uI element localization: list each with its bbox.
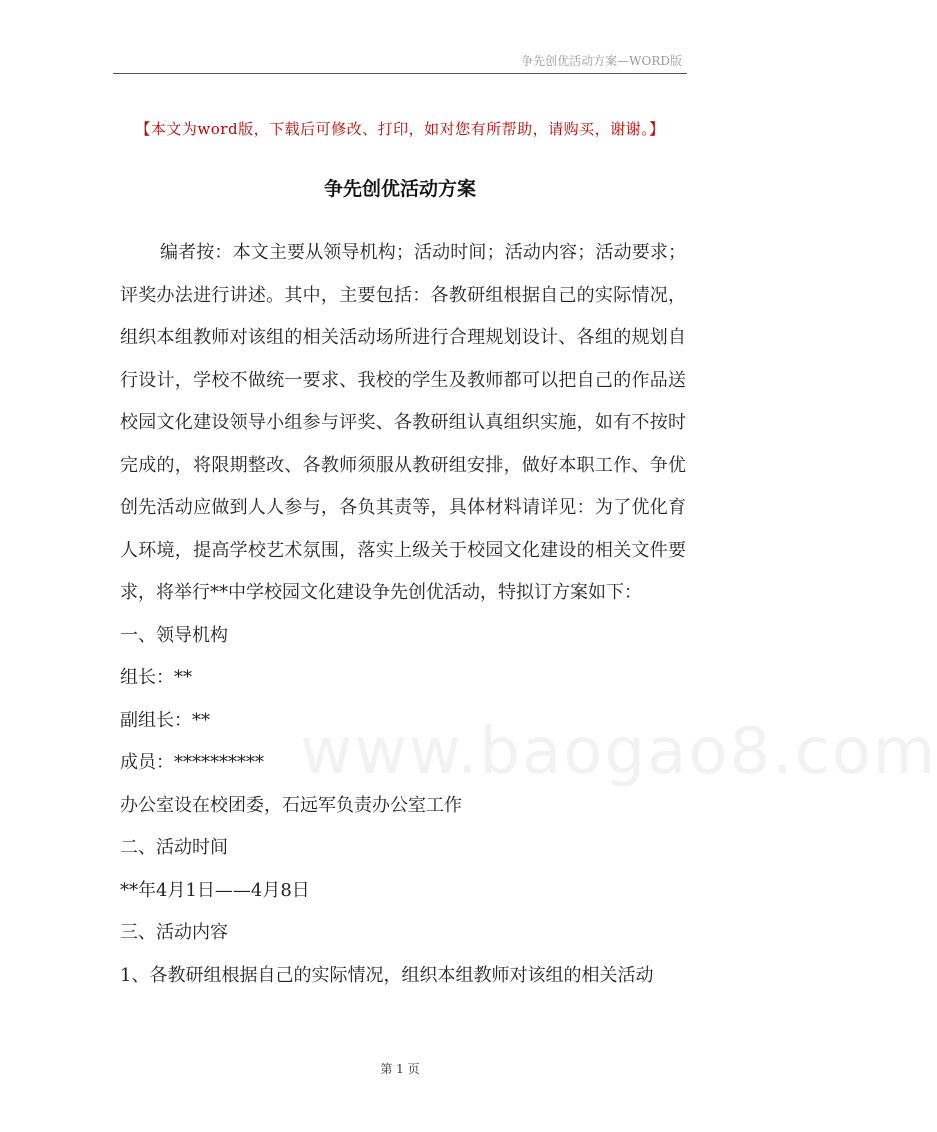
- page-number: 第 1 页: [380, 1062, 420, 1076]
- section-heading-content: 三、活动内容: [120, 922, 228, 943]
- leader-line: 组长：**: [120, 667, 192, 688]
- watermark: www.baogao8.com: [300, 715, 937, 789]
- section-heading-leadership: 一、领导机构: [120, 624, 228, 646]
- members-line: 成员：**********: [120, 752, 264, 773]
- content-item-1: 1、各教研组根据自己的实际情况，组织本组教师对该组的相关活动: [120, 964, 654, 986]
- deputy-leader-line: 副组长：**: [120, 709, 210, 731]
- header-rule: [113, 73, 687, 74]
- document-body: [120, 232, 686, 997]
- download-notice: 【本文为word版，下载后可修改、打印，如对您有所帮助，请购买，谢谢。】: [135, 120, 665, 138]
- office-line: 办公室设在校团委，石远军负责办公室工作: [120, 794, 462, 816]
- date-range-line: **年4月1日——4月8日: [120, 879, 310, 901]
- running-header: 争先创优活动方案—WORD版: [521, 54, 682, 68]
- document-title: 争先创优活动方案: [323, 178, 476, 200]
- intro-paragraph: 编者按：本文主要从领导机构；活动时间；活动内容；活动要求；评奖办法进行讲述。其中，主要包括：各教研组根据自己的实际情况，组织本组教师对该组的相关活动场所进行合理规划设计、各组的规划自行设计，学校不做统一要求、我校的学生及教师都可以把自己的作品送校园文化建设领导小组参与评奖、各教研组认真组织实施，如有不按时完成的，将限期整改、各教师须服从教研组安排，做好本职工作、争优创先活动应做到人人参与，各负其责等，具体材料请详见：为了优化育人环境，提高学校艺术氛围，落实上级关于校园文化建设的相关文件要求，将举行**中学校园文化建设争先创优活动，特拟订方案如下：: [120, 242, 686, 603]
- section-heading-time: 二、活动时间: [120, 837, 228, 858]
